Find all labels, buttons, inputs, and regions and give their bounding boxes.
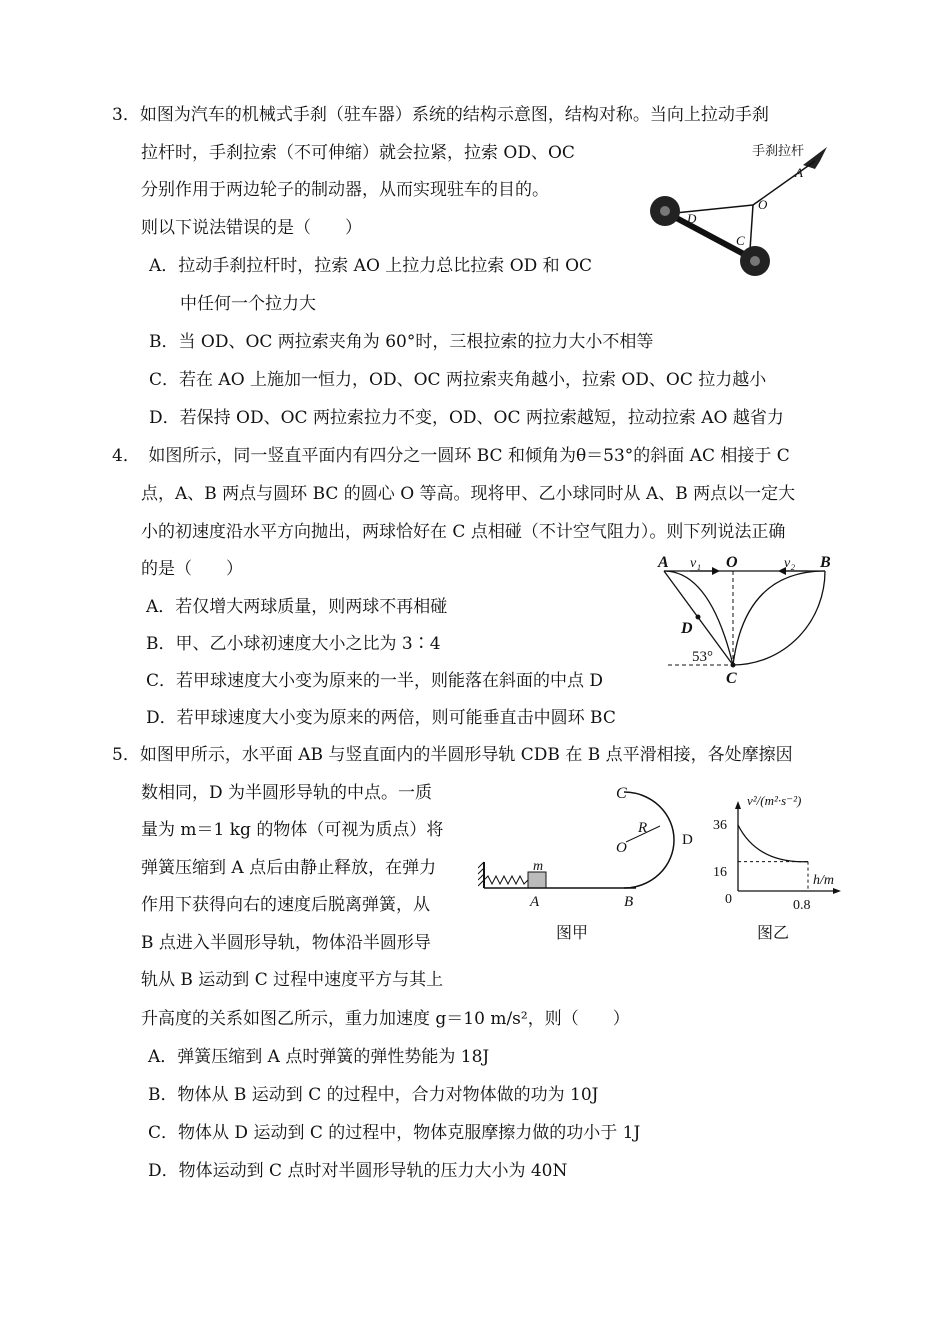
q4-fig-label-angle: 53°	[692, 649, 713, 665]
q5-figA-label-c: C	[616, 785, 627, 802]
q3-rope-oc	[750, 205, 753, 250]
q4-stem-line2: 点，A、B 两点与圆环 BC 的圆心 O 等高。现将甲、乙小球同时从 A、B 两点以一定大	[141, 484, 796, 504]
q5-stem-line6: B 点进入半圆形导轨，物体沿半圆形导	[141, 933, 431, 953]
q4-fig-label-b: B	[820, 554, 831, 571]
q4-point-c	[731, 663, 736, 668]
q5-option-d: D．物体运动到 C 点时对半圆形导轨的压力大小为 40N	[148, 1161, 568, 1181]
q3-fig-label-d: D	[687, 211, 697, 226]
q3-fig-label-o: O	[758, 197, 768, 212]
q4-option-b: B．甲、乙小球初速度大小之比为 3∶4	[146, 634, 441, 654]
q4-stem-line1: 4． 如图所示，同一竖直平面内有四分之一圆环 BC 和倾角为θ＝53°的斜面 AC 相接于 C	[112, 446, 790, 466]
q5-block	[528, 872, 546, 888]
q3-option-d: D．若保持 OD、OC 两拉索拉力不变，OD、OC 两拉索越短，拉动拉索 AO 越省力	[149, 408, 784, 428]
q4-fig-label-a: A	[658, 554, 669, 571]
chart-tick-08: 0.8	[793, 898, 811, 913]
q5-stem-line4: 弹簧压缩到 A 点后由静止释放，在弹力	[141, 858, 437, 878]
chart-tick-zero: 0	[725, 892, 732, 907]
q5-stem-line7: 轨从 B 运动到 C 过程中速度平方与其上	[141, 970, 444, 990]
q4-projectile-figure	[650, 553, 845, 688]
q4-option-a: A．若仅增大两球质量，则两球不再相碰	[146, 597, 448, 617]
q5-option-a: A．弹簧压缩到 A 点时弹簧的弹性势能为 18J	[148, 1047, 490, 1067]
q4-stem-line4: 的是（ ）	[141, 559, 243, 579]
chart-tick-16: 16	[713, 865, 727, 880]
q3-lever-handle	[803, 147, 827, 169]
q4-stem-line3: 小的初速度沿水平方向抛出，两球恰好在 C 点相碰（不计空气阻力）。则下列说法正确	[141, 522, 786, 542]
q5-semicircle-track	[624, 792, 674, 888]
q4-v1-arrow	[712, 567, 720, 575]
q3-fig-label-a: A	[795, 165, 803, 180]
q3-option-c: C．若在 AO 上施加一恒力，OD、OC 两拉索夹角越小，拉索 OD、OC 拉力越小	[149, 370, 767, 390]
chart-caption: 图乙	[757, 925, 790, 942]
q5-stem-line2: 数相同，D 为半圆形导轨的中点。一质	[141, 783, 433, 803]
q3-stem-line3: 分别作用于两边轮子的制动器，从而实现驻车的目的。	[141, 180, 549, 200]
chart-xlabel: h/m	[813, 873, 834, 888]
q5-option-b: B．物体从 B 运动到 C 的过程中，合力对物体做的功为 10J	[148, 1085, 599, 1105]
q4-fig-label-c: C	[726, 670, 737, 687]
q5-figA-label-o: O	[616, 840, 627, 856]
q4-option-d: D．若甲球速度大小变为原来的两倍，则可能垂直击中圆环 BC	[146, 708, 616, 728]
q5-option-c: C．物体从 D 运动到 C 的过程中，物体克服摩擦力做的功小于 1J	[148, 1123, 641, 1143]
q3-option-a-line2: 中任何一个拉力大	[180, 294, 316, 314]
q3-stem-line2: 拉杆时，手刹拉索（不可伸缩）就会拉紧，拉索 OD、OC	[141, 143, 575, 163]
chart-x-axis-arrow	[833, 888, 841, 894]
q5-figure-jia	[478, 780, 708, 945]
q3-option-a-line1: A．拉动手刹拉杆时，拉索 AO 上拉力总比拉索 OD 和 OC	[149, 256, 593, 276]
q5-figA-label-d: D	[682, 832, 693, 848]
q3-fig-label-c: C	[736, 233, 745, 248]
q4-fig-label-v1: v₁	[690, 556, 702, 571]
q3-handbrake-figure	[645, 135, 840, 285]
q4-option-c: C．若甲球速度大小变为原来的一半，则能落在斜面的中点 D	[146, 671, 604, 691]
chart-tick-36: 36	[713, 818, 727, 833]
chart-y-axis-arrow	[735, 801, 741, 809]
q4-point-d	[696, 615, 701, 620]
q3-option-b: B．当 OD、OC 两拉索夹角为 60°时，三根拉索的拉力大小不相等	[149, 332, 654, 352]
q4-trajectory-b	[733, 571, 825, 665]
q4-fig-label-o: O	[726, 554, 738, 571]
q5-stem-line3: 量为 m＝1 kg 的物体（可视为质点）将	[141, 820, 444, 840]
q5-figA-caption: 图甲	[556, 925, 589, 942]
q3-stem-line4: 则以下说法错误的是（ ）	[141, 218, 362, 238]
q3-fig-lever-label: 手刹拉杆	[752, 143, 805, 158]
q5-stem-line8: 升高度的关系如图乙所示，重力加速度 g＝10 m/s²，则（ ）	[141, 1009, 630, 1029]
q3-stem-line1: 3．如图为汽车的机械式手刹（驻车器）系统的结构示意图，结构对称。当向上拉动手刹	[112, 105, 769, 125]
q4-fig-label-v2: v₂	[784, 556, 796, 571]
q5-figA-label-a: A	[530, 894, 540, 910]
q4-quarter-ring-bc	[733, 571, 825, 665]
q5-stem-line5: 作用下获得向右的速度后脱离弹簧，从	[141, 895, 430, 915]
q5-figA-label-r: R	[638, 820, 648, 836]
q5-spring	[484, 876, 528, 884]
chart-series-curve	[738, 825, 808, 862]
q5-stem-line1: 5．如图甲所示，水平面 AB 与竖直面内的半圆形导轨 CDB 在 B 点平滑相接，各处摩擦因	[112, 745, 793, 765]
q5-figA-label-m: m	[533, 859, 544, 874]
q4-fig-label-d: D	[681, 620, 693, 637]
chart-ylabel: v²/(m²·s⁻²)	[747, 793, 802, 808]
q5-figure-yi-chart	[705, 785, 850, 950]
q5-figA-label-b: B	[624, 894, 634, 910]
